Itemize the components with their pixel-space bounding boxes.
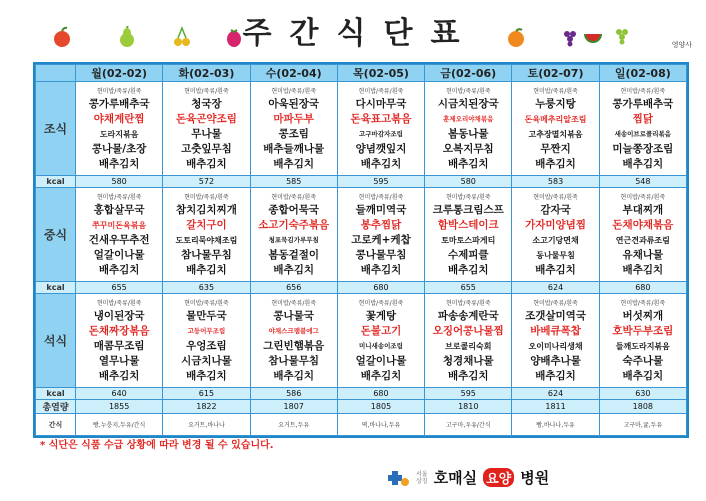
dinner-cell [425, 294, 512, 388]
menu-item: 소고기숙주볶음 [258, 218, 330, 231]
menu-item: 청포묵김가루무침 [268, 235, 319, 244]
breakfast-cell [425, 82, 512, 176]
rice-tag: 현미밥/죽류/흰죽 [445, 299, 491, 307]
kcal-value: 615 [163, 388, 250, 400]
menu-item: 도토리묵야채조림 [175, 235, 238, 245]
header [0, 0, 706, 58]
menu-item: 청경채나물 [442, 354, 494, 367]
logo-small-text [416, 471, 428, 485]
kcal-value: 580 [76, 176, 163, 188]
menu-item: 양념깻잎지 [355, 142, 407, 155]
menu-item: 조갯살미역국 [525, 309, 586, 322]
menu-item: 함박스테이크 [437, 218, 499, 231]
menu-item: 버섯찌개 [622, 309, 664, 322]
lunch-cell [337, 188, 424, 282]
kcal-value: 630 [599, 388, 686, 400]
lunch-cell [512, 188, 599, 282]
rice-tag: 현미밥/죽류/흰죽 [184, 299, 229, 307]
snack-value: 요거트,바나나 [163, 414, 250, 436]
rice-tag: 현미밥/죽류/흰죽 [358, 299, 404, 307]
rice-tag: 현미밥/죽류/흰죽 [271, 299, 317, 307]
menu-item: 갈치구이 [186, 218, 227, 231]
menu-item: 봄동나물 [447, 127, 489, 140]
logo-name-b: 병원 [520, 469, 550, 487]
day-header: 토(02-07) [512, 65, 599, 82]
menu-item: 돈채짜장볶음 [88, 324, 150, 337]
menu-item: 배추김치 [273, 157, 314, 170]
lunch-cell [250, 188, 337, 282]
kcal-value: 586 [250, 388, 337, 400]
rice-tag: 현미밥/죽류/흰죽 [96, 193, 142, 201]
menu-item: 콩나물국 [273, 309, 314, 322]
menu-item: 콩가루배추국 [88, 97, 150, 110]
total-value: 1811 [512, 400, 599, 414]
menu-item: 야채계란찜 [93, 112, 145, 125]
menu-item: 배추김치 [98, 263, 140, 276]
menu-item: 브로콜리숙회 [445, 341, 492, 351]
lunch-cell [425, 188, 512, 282]
kcal-label: kcal [36, 176, 76, 188]
day-header: 금(02-06) [425, 65, 512, 82]
menu-item: 훈제오리야채볶음 [443, 114, 494, 123]
menu-item: 배추김치 [360, 369, 402, 382]
menu-item: 찜닭 [632, 112, 653, 125]
rice-tag: 현미밥/죽류/흰죽 [271, 193, 317, 201]
kcal-value: 580 [425, 176, 512, 188]
apple-icon [52, 26, 72, 48]
meal-label-lunch: 중식 [36, 188, 76, 282]
menu-item: 소고기당면채 [532, 235, 579, 245]
corner-cell [36, 65, 76, 82]
menu-item: 들깨도라지볶음 [615, 341, 670, 351]
menu-item: 부대찌개 [622, 203, 664, 216]
menu-item: 배추김치 [186, 263, 227, 276]
menu-item: 무나물 [191, 127, 222, 140]
menu-item: 미니새송이조림 [359, 341, 403, 350]
kcal-value: 572 [163, 176, 250, 188]
menu-item: 배추김치 [535, 369, 576, 382]
total-value: 1855 [76, 400, 163, 414]
menu-item: 크루통크림스프 [432, 203, 504, 216]
total-value: 1805 [337, 400, 424, 414]
kcal-value: 624 [512, 282, 599, 294]
menu-item: 돈육곤약조림 [175, 112, 237, 125]
breakfast-cell [337, 82, 424, 176]
logo-name-a: 호매실 [433, 469, 478, 487]
menu-item: 얼갈이나물 [93, 248, 145, 261]
rice-tag: 현미밥/죽류/흰죽 [184, 193, 229, 201]
subtitle: 영양사 [671, 41, 692, 49]
total-value: 1807 [250, 400, 337, 414]
breakfast-cell [76, 82, 163, 176]
menu-item: 배추김치 [360, 157, 402, 170]
rice-tag: 현미밥/죽류/흰죽 [620, 87, 666, 95]
menu-item: 콩나물무침 [355, 248, 407, 261]
menu-item: 들깨미역국 [355, 203, 407, 216]
kcal-value: 656 [250, 282, 337, 294]
menu-item: 배추김치 [186, 369, 227, 382]
menu-item: 홍합살무국 [93, 203, 145, 216]
menu-item: 물만두국 [186, 309, 227, 322]
menu-item: 도라지볶음 [99, 129, 139, 139]
menu-item: 돈육표고볶음 [350, 112, 412, 125]
menu-item: 배추김치 [535, 157, 576, 170]
kcal-value: 583 [512, 176, 599, 188]
kcal-value: 680 [337, 282, 424, 294]
snack-label: 간식 [36, 414, 76, 436]
menu-item: 시금치나물 [181, 354, 232, 367]
rice-tag: 현미밥/죽류/흰죽 [533, 299, 578, 307]
dinner-cell [163, 294, 250, 388]
menu-item: 감자국 [540, 203, 571, 216]
menu-item: 꽃게탕 [365, 309, 397, 322]
menu-table [33, 62, 689, 438]
menu-item: 아욱된장국 [268, 97, 320, 110]
menu-item: 돈채야채볶음 [612, 218, 674, 231]
snack-value: 빵,바나나,두유 [512, 414, 599, 436]
hospital-logo-icon [388, 468, 410, 488]
menu-item: 건새우무추전 [88, 233, 150, 246]
total-value: 1808 [599, 400, 686, 414]
snack-value: 고구마,우유/간식 [425, 414, 512, 436]
menu-item: 유채나물 [622, 248, 664, 261]
menu-item: 바베큐폭찹 [530, 324, 581, 337]
kcal-value: 595 [337, 176, 424, 188]
menu-item: 참치김치찌개 [175, 203, 237, 216]
kcal-value: 635 [163, 282, 250, 294]
menu-item: 배추김치 [186, 157, 227, 170]
kcal-value: 680 [337, 388, 424, 400]
grape-icon [612, 24, 632, 46]
menu-item: 누룽지탕 [535, 97, 576, 110]
kcal-label: kcal [36, 388, 76, 400]
breakfast-cell [163, 82, 250, 176]
total-value: 1810 [425, 400, 512, 414]
menu-item: 청국장 [191, 97, 222, 110]
menu-item: 오이미나리생채 [528, 341, 583, 351]
dinner-cell [599, 294, 686, 388]
logo-small-top: 서울 [416, 470, 428, 478]
menu-item: 고추장멸치볶음 [528, 129, 583, 139]
kcal-value: 680 [599, 282, 686, 294]
cherry-icon [172, 26, 192, 48]
menu-item: 배추김치 [447, 263, 489, 276]
menu-item: 배추김치 [447, 157, 489, 170]
menu-item: 봄동겉절이 [268, 248, 320, 261]
menu-item: 다시마무국 [355, 97, 407, 110]
rice-tag: 현미밥/죽류/흰죽 [445, 193, 491, 201]
kcal-label: kcal [36, 282, 76, 294]
kcal-value: 655 [425, 282, 512, 294]
menu-item: 참나물무침 [181, 248, 232, 261]
menu-item: 수제피클 [447, 248, 489, 261]
menu-item: 참나물무침 [268, 354, 320, 367]
menu-item: 동나물무침 [536, 250, 575, 260]
rice-tag: 현미밥/죽류/흰죽 [96, 87, 142, 95]
dinner-cell [337, 294, 424, 388]
pear-icon [117, 26, 137, 48]
menu-item: 오징어콩나물찜 [432, 324, 504, 337]
lunch-cell [163, 188, 250, 282]
breakfast-cell [250, 82, 337, 176]
rice-tag: 현미밥/죽류/흰죽 [620, 299, 666, 307]
menu-item: 토마토스파게티 [441, 235, 496, 245]
breakfast-cell [599, 82, 686, 176]
rice-tag: 현미밥/죽류/흰죽 [358, 87, 404, 95]
watermelon-icon [583, 26, 603, 48]
menu-item: 오복지무침 [442, 142, 494, 155]
menu-item: 쭈꾸미돈육볶음 [92, 220, 147, 230]
menu-item: 배추김치 [273, 263, 314, 276]
hospital-logo [388, 467, 549, 488]
menu-item: 시금치된장국 [437, 97, 499, 110]
rice-tag: 현미밥/죽류/흰죽 [358, 193, 404, 201]
menu-item: 배추김치 [622, 157, 664, 170]
menu-item: 배추김치 [98, 157, 140, 170]
menu-item: 고구마감자조림 [359, 129, 403, 138]
menu-item: 열무나물 [98, 354, 140, 367]
snack-value: 빵,누룽지,두유/간식 [76, 414, 163, 436]
kcal-value: 548 [599, 176, 686, 188]
rice-tag: 현미밥/죽류/흰죽 [445, 87, 491, 95]
kcal-value: 585 [250, 176, 337, 188]
menu-item: 배추김치 [447, 369, 489, 382]
menu-item: 봉추찜닭 [360, 218, 402, 231]
menu-item: 배추김치 [622, 263, 664, 276]
breakfast-cell [512, 82, 599, 176]
menu-item: 콩가루배추국 [612, 97, 674, 110]
dinner-cell [512, 294, 599, 388]
meal-label-dinner: 석식 [36, 294, 76, 388]
dinner-cell [250, 294, 337, 388]
rice-tag: 현미밥/죽류/흰죽 [96, 299, 142, 307]
kcal-value: 624 [512, 388, 599, 400]
menu-item: 미늘쫑장조림 [612, 142, 674, 155]
menu-item: 배추김치 [622, 369, 664, 382]
menu-item: 배추김치 [535, 263, 576, 276]
menu-item: 콩나물/초장 [91, 142, 147, 155]
kcal-value: 655 [76, 282, 163, 294]
menu-item: 콩조림 [278, 127, 309, 140]
menu-item: 그린빈햄볶음 [263, 339, 325, 352]
menu-item: 매콤무조림 [93, 339, 145, 352]
menu-item: 무짠지 [540, 142, 571, 155]
kcal-value: 640 [76, 388, 163, 400]
menu-item: 연근견과류조림 [615, 235, 670, 245]
day-header: 화(02-03) [163, 65, 250, 82]
menu-item: 얼갈이나물 [355, 354, 407, 367]
menu-item: 마파두부 [273, 112, 314, 125]
day-header: 일(02-08) [599, 65, 686, 82]
rice-tag: 현미밥/죽류/흰죽 [620, 193, 666, 201]
menu-item: 고로케+케찹 [351, 233, 411, 246]
total-label: 총열량 [36, 400, 76, 414]
menu-item: 배추김치 [360, 263, 402, 276]
snack-value: 고구마,귤,두유 [599, 414, 686, 436]
menu-item: 양배추나물 [530, 354, 581, 367]
menu-item: 가자미양념찜 [525, 218, 586, 231]
menu-item: 종합어묵국 [268, 203, 320, 216]
meal-label-breakfast: 조식 [36, 82, 76, 176]
logo-badge: 요양 [483, 468, 514, 487]
rice-tag: 현미밥/죽류/흰죽 [533, 193, 578, 201]
snack-value: 떡,바나나,두유 [337, 414, 424, 436]
menu-item: 배추김치 [98, 369, 140, 382]
rice-tag: 현미밥/죽류/흰죽 [184, 87, 229, 95]
total-value: 1822 [163, 400, 250, 414]
day-header: 수(02-04) [250, 65, 337, 82]
menu-item: 새송이브로콜리볶음 [614, 129, 672, 138]
lunch-cell [599, 188, 686, 282]
snack-value: 요거트,두유 [250, 414, 337, 436]
logo-small-bottom: 상징 [416, 477, 428, 485]
rice-tag: 현미밥/죽류/흰죽 [271, 87, 317, 95]
dinner-cell [76, 294, 163, 388]
page-title: 주간식단표 [242, 16, 478, 51]
menu-item: 숙주나물 [622, 354, 664, 367]
kcal-value: 595 [425, 388, 512, 400]
rice-tag: 현미밥/죽류/흰죽 [533, 87, 578, 95]
menu-item: 파송송계란국 [437, 309, 499, 322]
grape-icon [560, 26, 580, 48]
menu-item: 배추들깨나물 [263, 142, 325, 155]
notice: * 식단은 식품 수급 상황에 따라 변경 될 수 있습니다. [40, 440, 274, 451]
menu-item: 돈불고기 [360, 324, 402, 337]
lunch-cell [76, 188, 163, 282]
day-header: 월(02-02) [76, 65, 163, 82]
menu-item: 고등어무조림 [187, 326, 226, 335]
day-header: 목(02-05) [337, 65, 424, 82]
menu-item: 배추김치 [273, 369, 314, 382]
menu-item: 고춧잎무침 [181, 142, 232, 155]
menu-item: 우엉조림 [186, 339, 227, 352]
menu-item: 야채스크램블에그 [268, 326, 319, 335]
menu-item: 호박두부조림 [612, 324, 674, 337]
menu-item: 돈육메추리알조림 [524, 114, 587, 124]
menu-item: 냉이된장국 [93, 309, 145, 322]
